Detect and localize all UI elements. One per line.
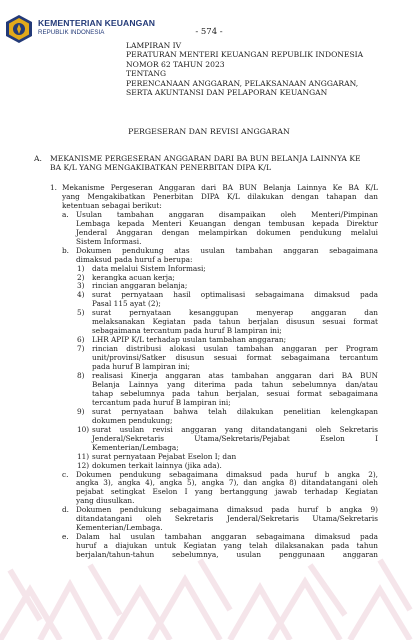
text-line: dokumen terkait lainnya (jika ada).: [92, 460, 222, 470]
list-item-marker: 10): [77, 424, 90, 434]
text-line: data melalui Sistem Informasi;: [92, 263, 206, 273]
list-item-marker: 6): [77, 335, 85, 345]
list-item-text: [92, 426, 378, 453]
text-line: Mekanisme Pergeseran Anggaran dari BA BUN Belanja Lainnya Ke BA K/L: [62, 183, 378, 192]
sub-item-d: [0, 506, 418, 533]
text-line: ditandatangani oleh Sekretaris Jenderal/Sekretaris Utama/Sekretaris: [76, 514, 378, 524]
text-line: kerangka acuan kerja;: [92, 272, 175, 282]
list-item-marker: 3): [77, 281, 85, 291]
page-number: - 574 -: [195, 27, 223, 37]
text-line: Belanja Lainnya yang diterima pada tahun sebelumnya dan/atau: [92, 379, 378, 389]
sub-item-a-text: [76, 211, 378, 247]
list-item: [0, 309, 418, 336]
sub-item-c-marker: c.: [62, 469, 69, 479]
item-1-marker: 1.: [50, 183, 57, 192]
text-line: Usulan tambahan anggaran disampaikan oleh Menteri/Pimpinan: [76, 209, 378, 219]
text-line: Dokumen pendukung sebagaimana dimaksud pada huruf b angka 2),: [76, 469, 378, 479]
section-a-marker: A.: [34, 154, 42, 163]
text-line: surat usulan revisi anggaran yang ditandatangani oleh Sekretaris: [92, 424, 378, 434]
list-item-text: [92, 291, 378, 309]
text-line: tahap sebelumnya pada tahun berjalan, sesuai format sebagaimana: [92, 388, 378, 398]
sub-item-e: [0, 533, 418, 560]
lampiran-line: LAMPIRAN IV: [126, 41, 182, 50]
lampiran-line: PERENCANAAN ANGGARAN, PELAKSANAAN ANGGARAN,: [126, 78, 359, 88]
item-1: [0, 184, 418, 211]
text-line: Dokumen pendukung sebagaimana dimaksud pada huruf b angka 9): [76, 505, 378, 515]
text-line: rincian distribusi alokasi usulan tambahan anggaran per Program: [92, 344, 378, 354]
section-a-line: BA K/L YANG MENGAKIBATKAN PENERBITAN DIPA K/L: [50, 163, 272, 173]
text-line: LHR APIP K/L terhadap usulan tambahan anggaran;: [92, 335, 287, 345]
text-line: tercantum pada huruf B lampiran ini;: [92, 397, 231, 407]
sub-item-a-marker: a.: [62, 209, 69, 219]
text-line: ketentuan sebagai berikut:: [62, 200, 162, 210]
sub-item-c-text: [76, 471, 378, 507]
text-line: Dalam hal usulan tambahan anggaran sebagaimana dimaksud pada: [76, 532, 378, 542]
sub-item-b-marker: b.: [62, 245, 69, 255]
ministry-name: KEMENTERIAN KEUANGAN: [38, 18, 156, 28]
text-line: Jenderal/Sekretaris Utama/Sekretaris/Pejabat Eselon I: [92, 433, 378, 443]
list-item-marker: 9): [77, 406, 85, 416]
text-line: dimaksud pada huruf a berupa:: [76, 254, 193, 264]
list-item: [0, 274, 418, 283]
list-item-marker: 2): [77, 272, 85, 282]
sub-item-e-marker: e.: [62, 532, 69, 542]
text-line: Kementerian/Lembaga;: [92, 442, 179, 452]
list-item-marker: 12): [77, 460, 90, 470]
list-item-text: [92, 408, 378, 426]
lampiran-line: NOMOR 62 TAHUN 2023: [126, 59, 225, 69]
item-1-text: [62, 184, 378, 211]
list-item: [0, 345, 418, 372]
text-line: surat pernyataan hasil optimalisasi sebagaimana dimaksud pada: [92, 290, 378, 300]
list-item-marker: 4): [77, 290, 85, 300]
lampiran-block: [126, 41, 363, 97]
lampiran-line: SERTA AKUNTANSI DAN PELAPORAN KEUANGAN: [126, 88, 328, 98]
country-name: REPUBLIK INDONESIA: [38, 29, 105, 36]
list-item-marker: 7): [77, 344, 85, 354]
text-line: sebagaimana tercantum pada huruf B lampiran ini;: [92, 326, 282, 336]
lampiran-line: TENTANG: [126, 69, 167, 79]
text-line: pada huruf B lampiran ini;: [92, 362, 190, 372]
list-item-marker: 11): [77, 451, 90, 461]
sub-item-e-text: [76, 533, 378, 560]
sub-item-b: [0, 247, 418, 265]
text-line: berjalan/tahun-tahun sebelumnya, usulan penggunaan anggaran: [76, 550, 378, 560]
text-line: surat pernyataan bahwa telah dilakukan penelitian kelengkapan: [92, 406, 378, 416]
text-line: melaksanakan Kegiatan pada tahun berjalan disusun sesuai format: [92, 317, 378, 327]
sub-item-d-marker: d.: [62, 505, 69, 515]
text-line: yang diusulkan.: [76, 496, 135, 506]
sub-item-b-text: [76, 247, 378, 265]
text-line: angka 3), angka 4), angka 5), angka 7), dan angka 8) ditandatangani oleh: [76, 478, 378, 488]
list-item-text: [92, 345, 378, 372]
text-line: Pasal 115 ayat (2);: [92, 299, 161, 309]
list-item-marker: 8): [77, 371, 85, 381]
list-item: [0, 426, 418, 453]
list-item-text: [92, 372, 378, 408]
text-line: dokumen pendukung;: [92, 415, 173, 425]
text-line: realisasi Kinerja anggaran atas tambahan anggaran dari BA BUN: [92, 371, 378, 381]
sub-item-c: [0, 471, 418, 507]
text-line: yang Mengakibatkan Penerbitan DIPA K/L dilakukan dengan tahapan dan: [62, 191, 378, 201]
document-title: PERGESERAN DAN REVISI ANGGARAN: [128, 127, 290, 136]
list-item: [0, 291, 418, 309]
list-item-marker: 1): [77, 263, 85, 273]
list-item: [0, 372, 418, 408]
sub-item-a: [0, 211, 418, 247]
text-line: unit/provinsi/Satker disusun sesuai format sebagaimana tercantum: [92, 353, 378, 363]
text-line: Jenderal Anggaran dengan melampirkan dokumen pendukung melalui: [76, 227, 378, 237]
text-line: rincian anggaran belanja;: [92, 281, 188, 291]
section-a-line: MEKANISME PERGESERAN ANGGARAN DARI BA BUN BELANJA LAINNYA KE: [50, 154, 361, 163]
text-line: Kementerian/Lembaga.: [76, 523, 163, 533]
sub-item-d-text: [76, 506, 378, 533]
text-line: pejabat setingkat Eselon I yang bertanggung jawab terhadap Kegiatan: [76, 487, 378, 497]
text-line: surat pernyataan kesanggupan menyerap anggaran dan: [92, 308, 378, 318]
list-item-text: [92, 309, 378, 336]
document-body: [0, 184, 418, 560]
text-line: Sistem Informasi.: [76, 236, 142, 246]
text-line: huruf a diajukan untuk Kegiatan yang telah dilaksanakan pada tahun: [76, 541, 378, 551]
text-line: Dokumen pendukung atas usulan tambahan anggaran sebagaimana: [76, 245, 378, 255]
list-item: [0, 408, 418, 426]
text-line: Lembaga kepada Menteri Keuangan dengan tembusan kepada Direktur: [76, 218, 378, 228]
text-line: surat pernyataan Pejabat Eselon I; dan: [92, 451, 237, 461]
section-a-heading: [50, 154, 361, 173]
list-item-marker: 5): [77, 308, 85, 318]
list-item: [0, 265, 418, 274]
lampiran-line: PERATURAN MENTERI KEUANGAN REPUBLIK INDONESIA: [126, 50, 364, 60]
